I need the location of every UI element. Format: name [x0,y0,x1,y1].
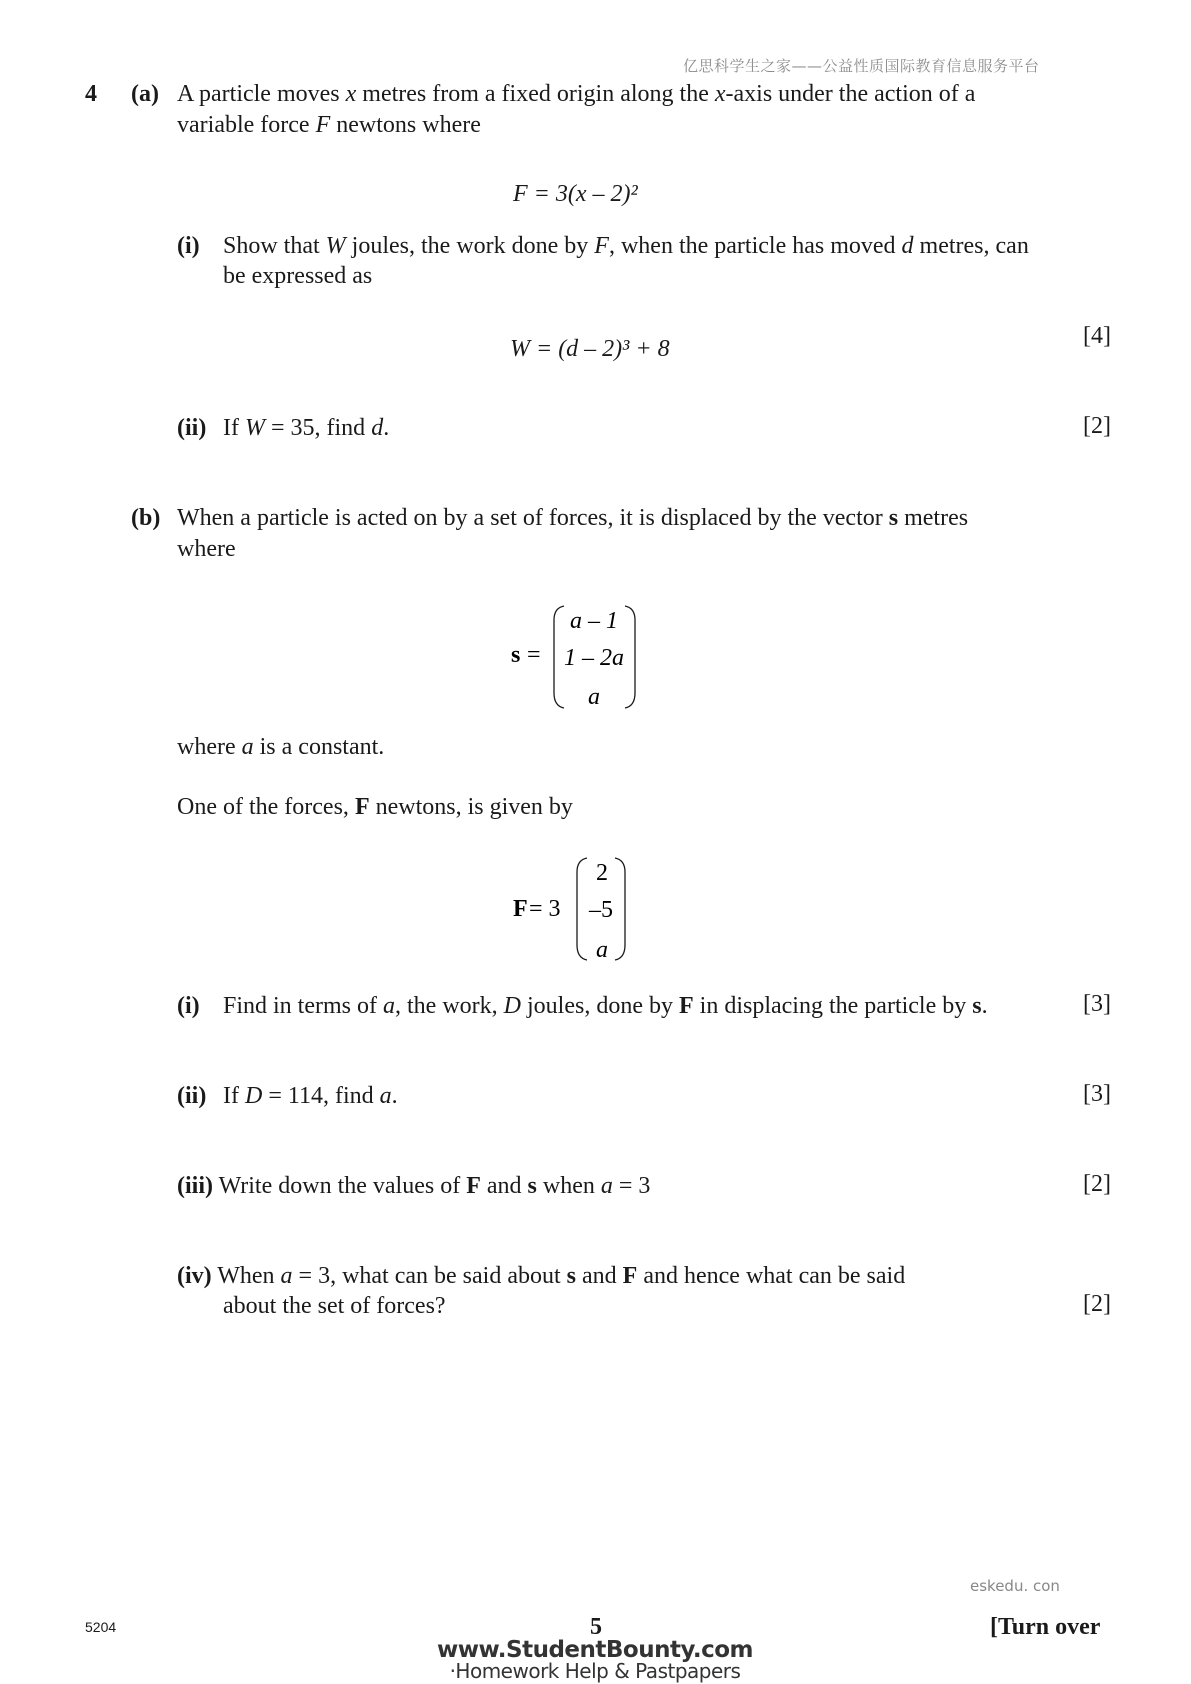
part-b-iv-label: (iv) [177,1263,212,1289]
page-number: 5 [590,1614,602,1640]
vector-s-left-bracket [554,606,564,708]
vector-F-entry-3: a [596,937,608,963]
logo-url: www.StudentBounty.com [437,1637,753,1663]
marks-b-i: [3] [1083,991,1111,1017]
part-b-ii-label: (ii) [177,1083,207,1109]
paper-code: 5204 [85,1619,117,1635]
equation-force: F = 3(x – 2)² [513,181,638,207]
part-a-intro-line2: variable force F newtons where [177,112,481,138]
part-a-i-line2: be expressed as [223,263,373,289]
vector-F-equals: = 3 [529,896,561,922]
marks-b-ii: [3] [1083,1081,1111,1107]
part-a-label: (a) [131,81,159,107]
part-b-i-label: (i) [177,993,200,1019]
watermark-bottom: eskedu. con [970,1577,1060,1595]
logo-tagline: ·Homework Help & Pastpapers [449,1659,741,1683]
part-b-iv-line1: (iv) When a = 3, what can be said about s and F and hence what can be said [177,1263,906,1289]
where-a-constant: where a is a constant. [177,734,385,760]
part-a-i-line1: Show that W joules, the work done by F, when the particle has moved d metres, can [223,233,1029,259]
vector-F-name: F [513,896,528,922]
turn-over: [Turn over [990,1614,1101,1640]
equation-work: W = (d – 2)³ + 8 [510,336,670,362]
part-b-intro-line2: where [177,536,236,562]
marks-b-iv: [2] [1083,1291,1111,1317]
vector-s-entry-2: 1 – 2a [564,645,624,671]
marks-a-ii: [2] [1083,413,1111,439]
vector-F-right-bracket [615,858,625,960]
watermark-top: 亿思科学生之家——公益性质国际教育信息服务平台 [683,57,1040,75]
part-b-ii-text: If D = 114, find a. [223,1083,398,1109]
vector-s-equals: = [527,642,541,668]
studentbounty-logo [430,1637,760,1683]
part-b-i-text: Find in terms of a, the work, D joules, done by F in displacing the particle by s. [223,993,988,1019]
marks-a-i: [4] [1083,323,1111,349]
marks-b-iii: [2] [1083,1171,1111,1197]
part-b-intro-line1: When a particle is acted on by a set of forces, it is displaced by the vector s metres [177,505,969,531]
vector-s-entry-3: a [588,684,600,710]
part-b-iii-text: (iii) Write down the values of F and s when a = 3 [177,1173,651,1199]
vector-s-right-bracket [625,606,635,708]
vector-s [500,598,640,718]
part-a-ii-text: If W = 35, find d. [223,415,390,441]
part-a-intro-line1: A particle moves x metres from a fixed origin along the x-axis under the action of a [177,81,976,107]
question-number: 4 [85,81,97,107]
vector-F-left-bracket [577,858,587,960]
vector-F [505,850,635,970]
part-b-iv-line2: about the set of forces? [223,1293,446,1319]
vector-F-entry-1: 2 [596,860,608,886]
part-b-label: (b) [131,505,161,531]
vector-F-entry-2: –5 [589,897,613,923]
force-intro: One of the forces, F newtons, is given by [177,794,573,820]
part-a-ii-label: (ii) [177,415,207,441]
vector-s-name: s [511,642,521,668]
part-b-iii-label: (iii) [177,1173,213,1199]
part-a-i-label: (i) [177,233,200,259]
vector-s-entry-1: a – 1 [570,608,618,634]
